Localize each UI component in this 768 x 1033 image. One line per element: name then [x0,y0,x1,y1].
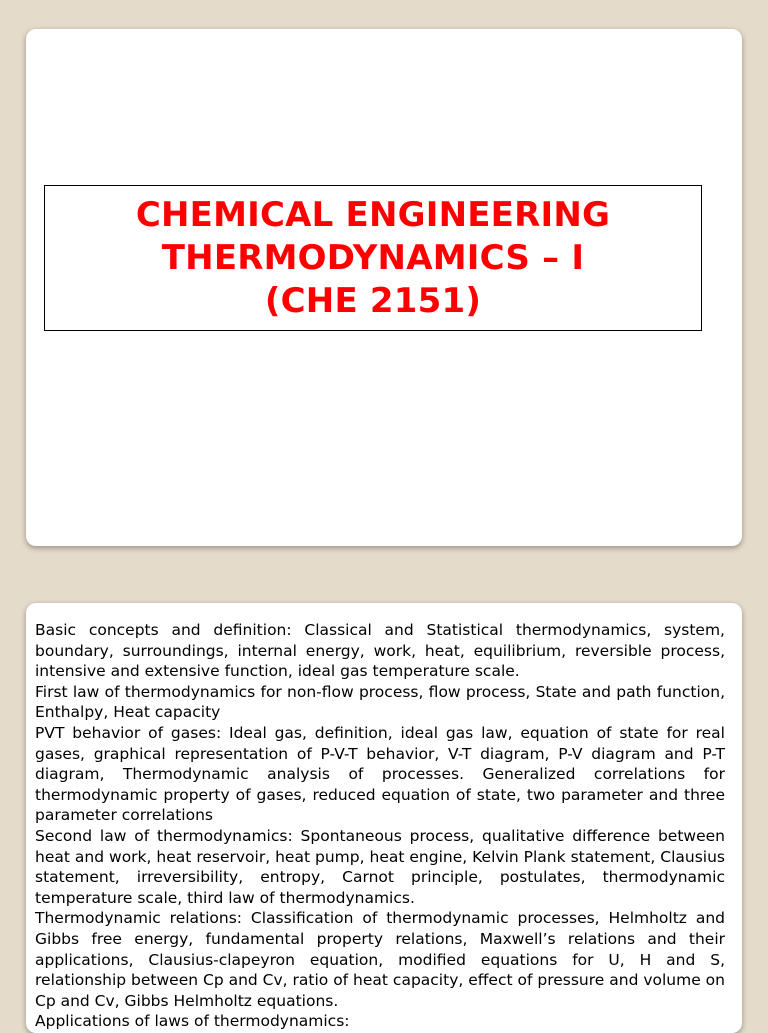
title-slide [26,29,742,546]
syllabus-slide [26,603,742,1033]
syllabus-thermodynamic-relations: Thermodynamic relations: Classification of thermodynamic processes, Helmholtz and Gibbs free energy, fundamental property relations, Maxwell’s relations and their applications, Clausius-clapeyron equation, modified equations for U, H and S, relationship between Cp and Cv, ratio of heat capacity, effect of pressure and volume on Cp and Cv, Gibbs Helmholtz equations. [35,909,725,1010]
syllabus-text [35,620,725,1032]
title-box [44,185,702,331]
course-title-line-2: THERMODYNAMICS – I [161,237,585,278]
syllabus-pvt-behavior: PVT behavior of gases: Ideal gas, definition, ideal gas law, equation of state for real gases, graphical representation of P-V-T behavior, V-T diagram, P-V diagram and P-T diagram, Thermodynamic analysis of processes. Generalized correlations for thermodynamic property of gases, reduced equation of state, two parameter and three parameter correlations [35,723,725,825]
syllabus-basic-concepts: Basic concepts and definition: Classical and Statistical thermodynamics, system, boundary, surroundings, internal energy, work, heat, equilibrium, reversible process, intensive and extensive function, ideal gas temperature scale. [35,621,725,681]
course-code: (CHE 2151) [264,280,482,321]
course-title-line-1: CHEMICAL ENGINEERING [135,194,611,235]
syllabus-applications: Applications of laws of thermodynamics: [35,1012,350,1031]
syllabus-second-law: Second law of thermodynamics: Spontaneous process, qualitative difference between heat and work, heat reservoir, heat pump, heat engine, Kelvin Plank statement, Clausius statement, irreversibility, entropy, Carnot principle, postulates, thermodynamic temperature scale, third law of thermodynamics. [35,826,725,907]
syllabus-first-law: First law of thermodynamics for non-flow process, flow process, State and path function, Enthalpy, Heat capacity [35,682,725,722]
